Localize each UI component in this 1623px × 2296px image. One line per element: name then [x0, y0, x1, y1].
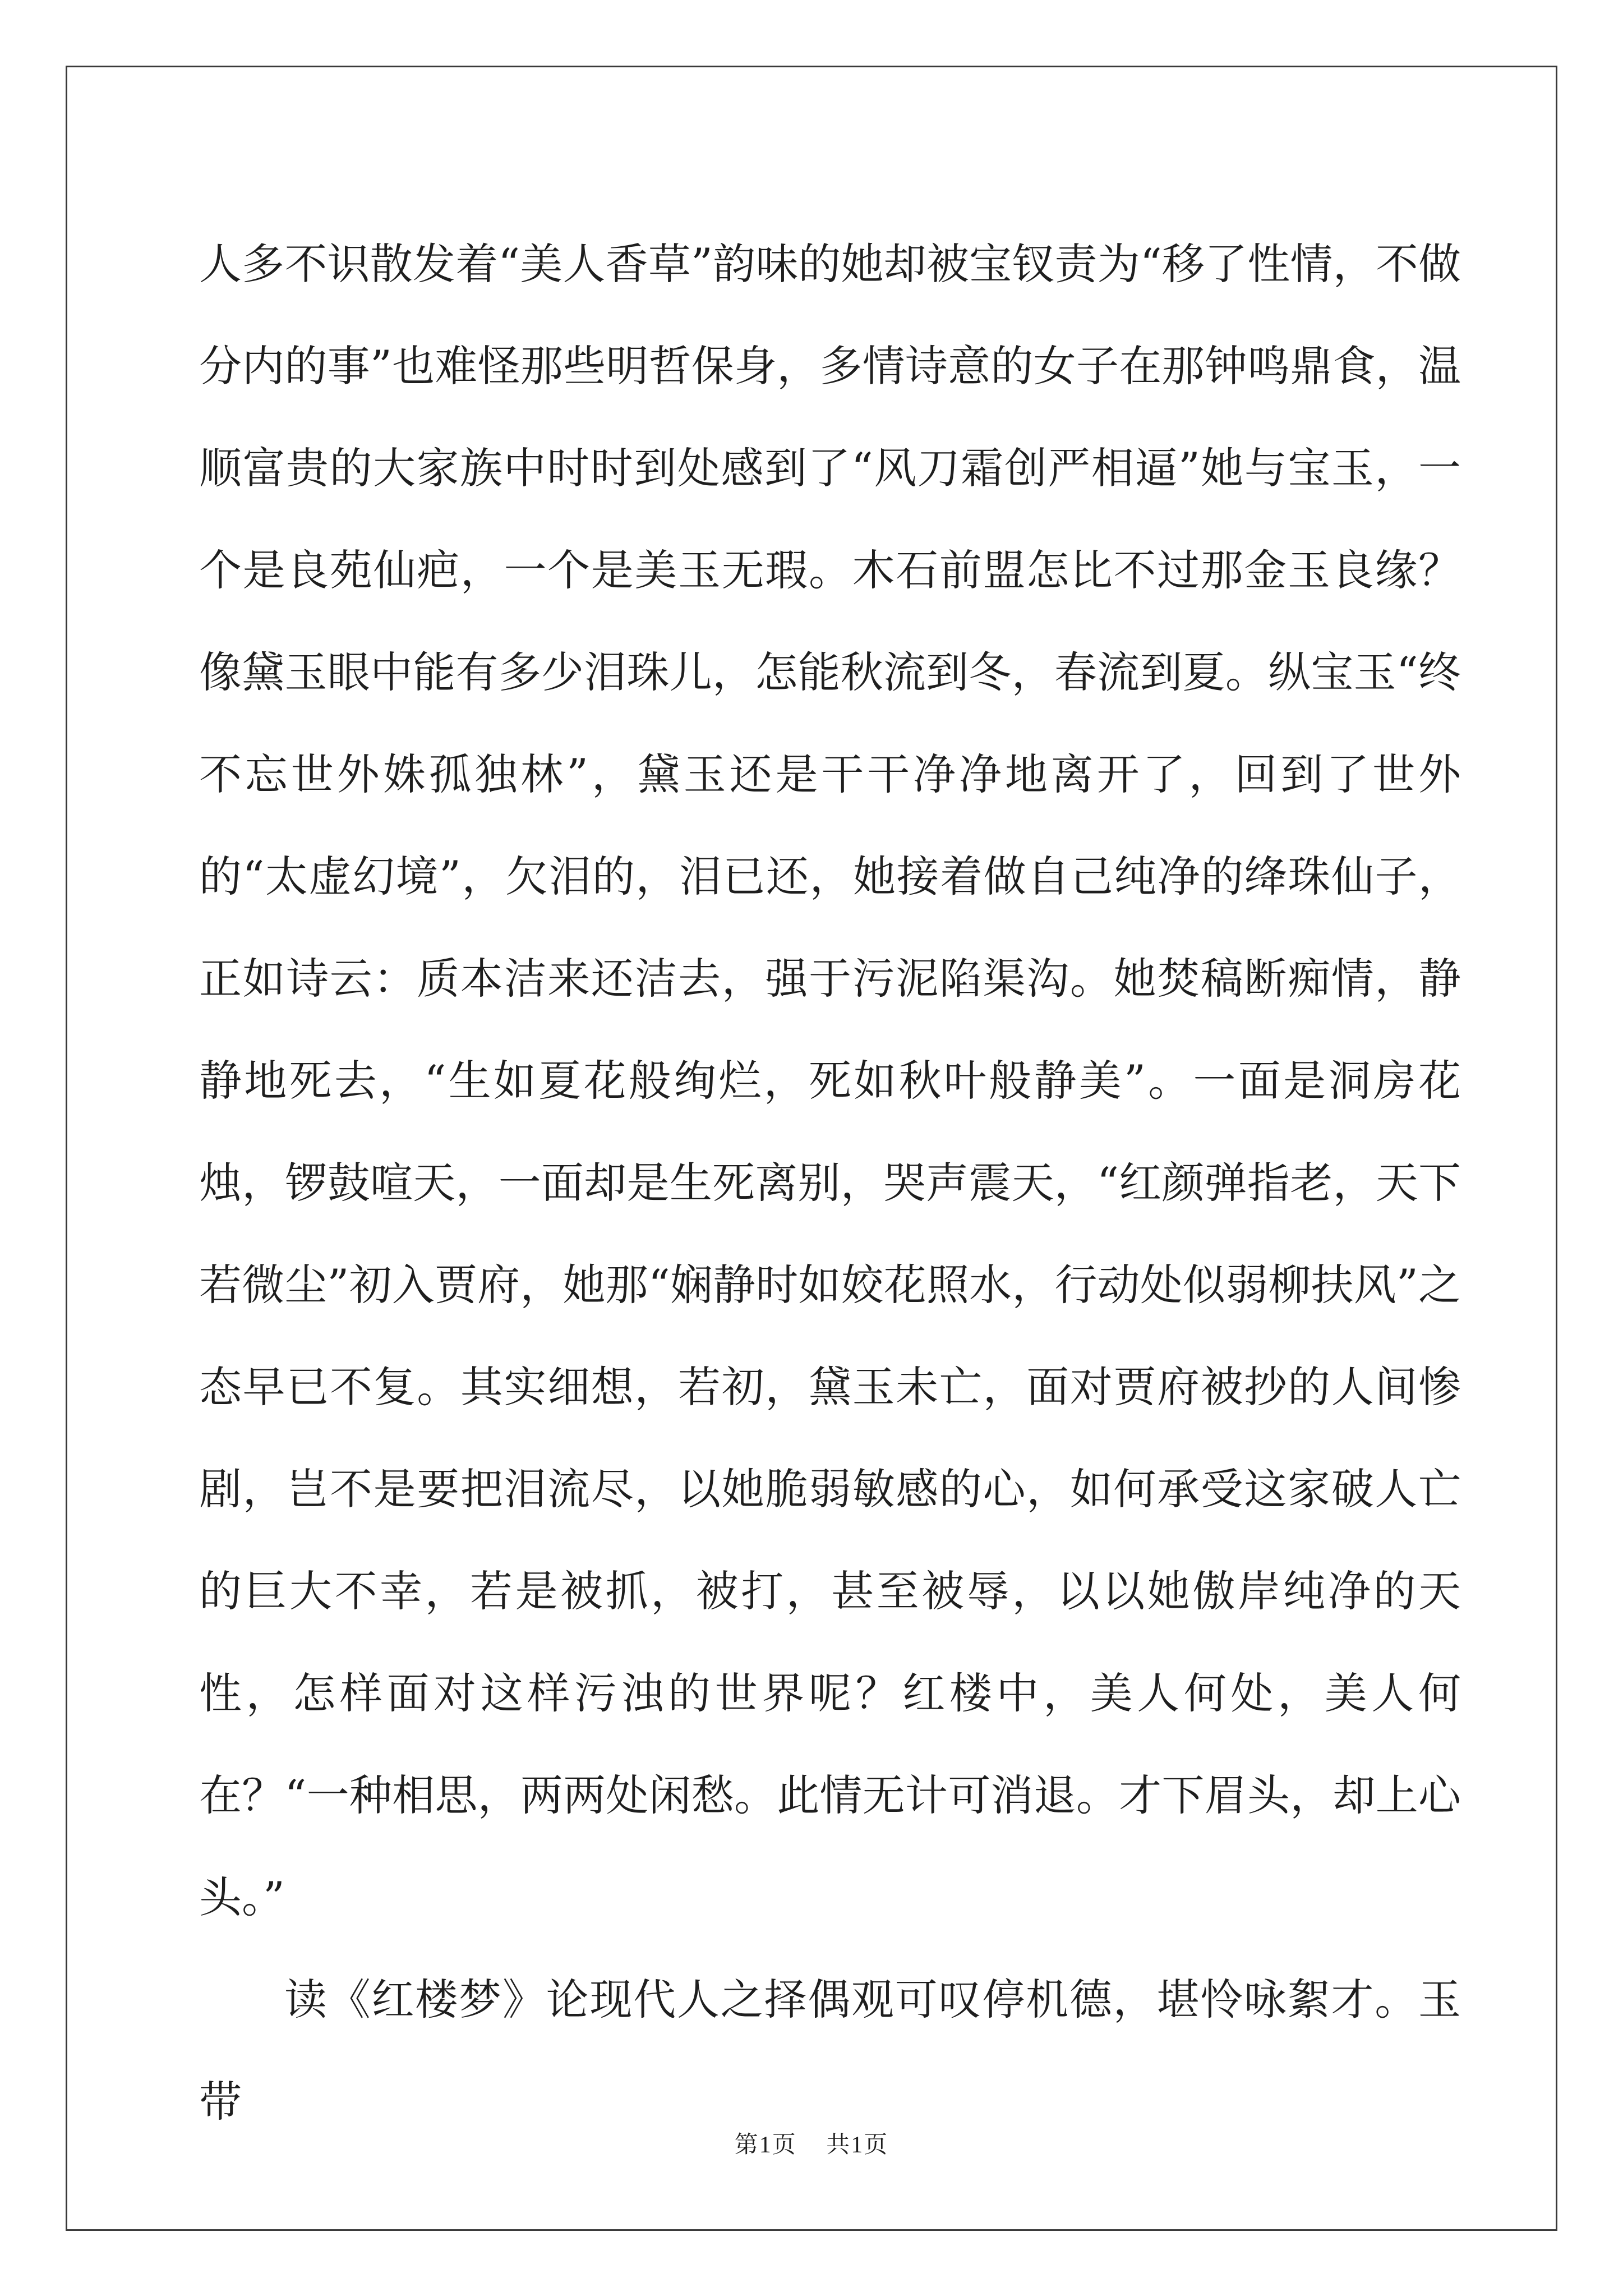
- paragraph: 人多不识散发着“美人香草”韵味的她却被宝钗责为“移了性情，不做分内的事”也难怪那些明哲保身，多情诗意的女子在那钟鸣鼎食，温顺富贵的大家族中时时到处感到了“风刀霜创严相逼”她与宝玉，一个是良苑仙疤，一个是美玉无瑕。木石前盟怎比不过那金玉良缘？像黛玉眼中能有多少泪珠儿，怎能秋流到冬，春流到夏。纵宝玉“终不忘世外姝孤独林”，黛玉还是干干净净地离开了，回到了世外的“太虚幻境”，欠泪的，泪已还，她接着做自己纯净的绛珠仙子，正如诗云：质本洁来还洁去，强于污泥陷渠沟。她焚稿断痴情，静静地死去，“生如夏花般绚烂，死如秋叶般静美”。一面是洞房花烛，锣鼓喧天，一面却是生死离别，哭声震天，“红颜弹指老，天下若微尘”初入贾府，她那“娴静时如姣花照水，行动处似弱柳扶风”之态早已不复。其实细想，若初，黛玉未亡，面对贾府被抄的人间惨剧，岂不是要把泪流尽，以她脆弱敏感的心，如何承受这家破人亡的巨大不幸，若是被抓，被打，甚至被辱，以以她傲岸纯净的天性，怎样面对这样污浊的世界呢？红楼中，美人何处，美人何在？“一种相思，两两处闲愁。此情无计可消退。才下眉头，却上心头。”: [199, 239, 1461, 1922]
- page-footer: [0, 2126, 1623, 2160]
- page-total: 共1页: [826, 2132, 889, 2158]
- paragraph: 读《红楼梦》论现代人之择偶观可叹停机德，堪怜咏絮才。玉带: [199, 1975, 1461, 2127]
- document-body: [199, 213, 1461, 2153]
- page-number: 第1页: [734, 2132, 797, 2158]
